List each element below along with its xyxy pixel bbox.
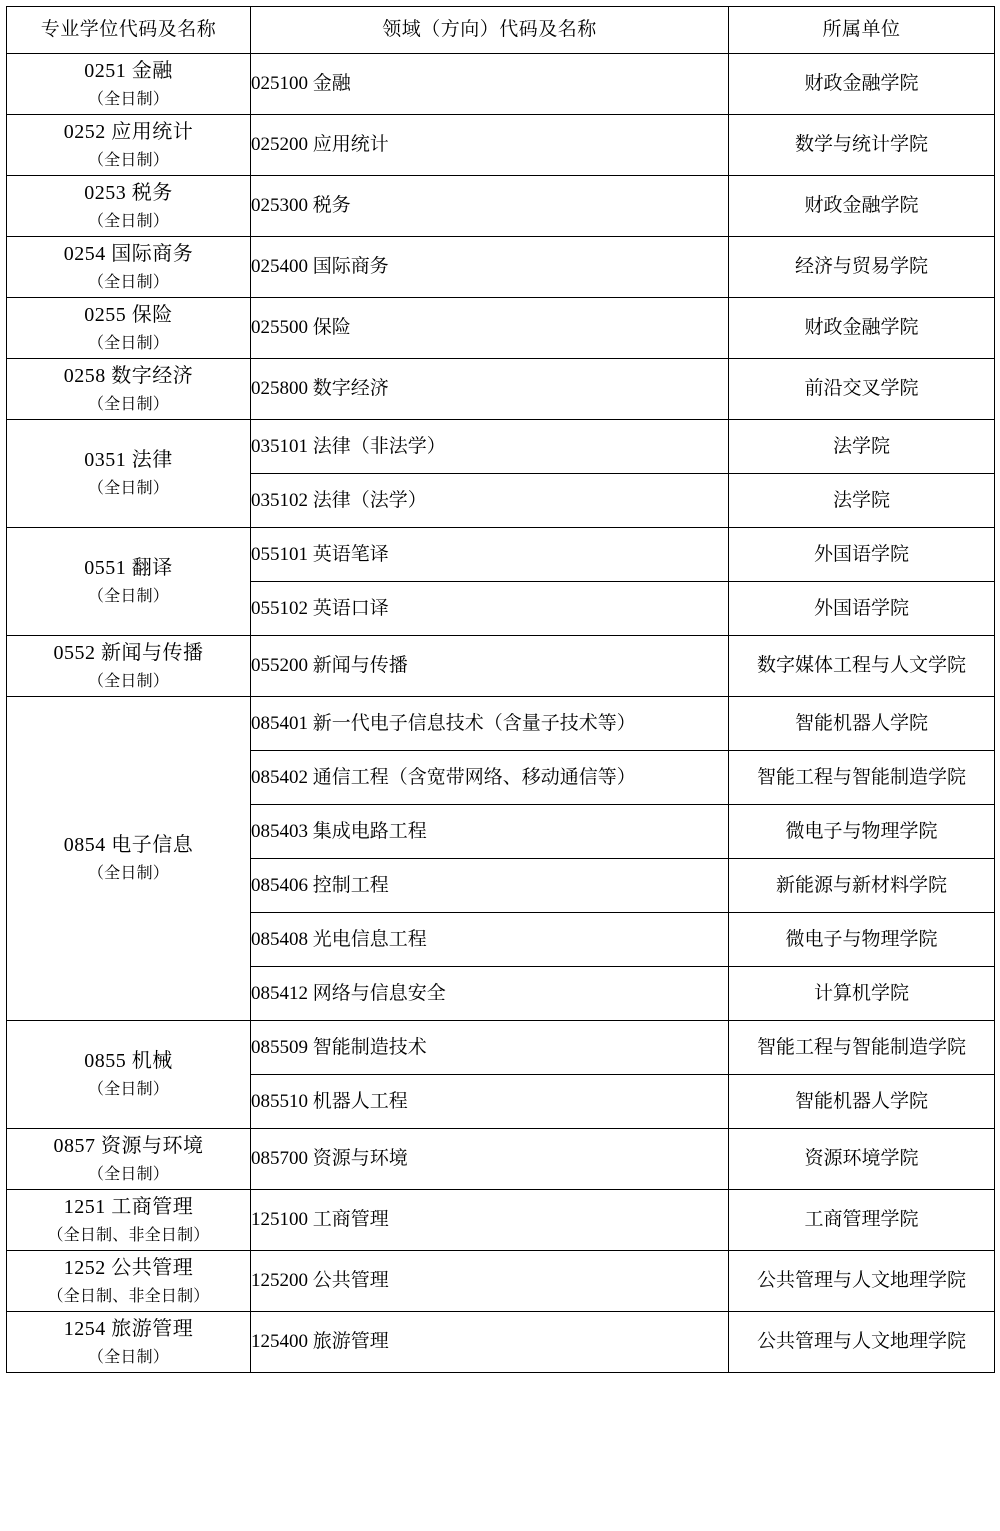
degree-name: 0855 机械 <box>84 1050 173 1073</box>
degree-study-mode: （全日制） <box>87 212 169 230</box>
table-row <box>7 176 995 237</box>
field-cell: 125100 工商管理 <box>251 1190 729 1251</box>
field-cell: 025200 应用统计 <box>251 115 729 176</box>
unit-cell: 资源环境学院 <box>729 1129 995 1190</box>
degree-cell <box>7 359 251 420</box>
column-header-degree: 专业学位代码及名称 <box>7 7 251 54</box>
field-cell: 025800 数字经济 <box>251 359 729 420</box>
table-row <box>7 420 995 474</box>
field-cell: 035102 法律（法学） <box>251 474 729 528</box>
unit-cell: 外国语学院 <box>729 582 995 636</box>
table-row <box>7 1190 995 1251</box>
table-row <box>7 359 995 420</box>
unit-cell: 法学院 <box>729 474 995 528</box>
table-row <box>7 697 995 751</box>
degree-name: 0551 翻译 <box>84 557 173 580</box>
degree-cell <box>7 528 251 636</box>
degree-study-mode: （全日制） <box>87 672 169 690</box>
field-cell: 055101 英语笔译 <box>251 528 729 582</box>
degree-name: 0252 应用统计 <box>63 120 194 143</box>
table-row <box>7 1129 995 1190</box>
degree-cell <box>7 54 251 115</box>
degree-cell <box>7 176 251 237</box>
field-cell: 085509 智能制造技术 <box>251 1021 729 1075</box>
unit-cell: 财政金融学院 <box>729 54 995 115</box>
unit-cell: 智能工程与智能制造学院 <box>729 1021 995 1075</box>
unit-cell: 外国语学院 <box>729 528 995 582</box>
unit-cell: 经济与贸易学院 <box>729 237 995 298</box>
field-cell: 055200 新闻与传播 <box>251 636 729 697</box>
unit-cell: 智能机器人学院 <box>729 1075 995 1129</box>
degree-study-mode: （全日制） <box>87 90 169 108</box>
degree-study-mode: （全日制） <box>87 588 169 606</box>
field-cell: 085401 新一代电子信息技术（含量子技术等） <box>251 697 729 751</box>
unit-cell: 前沿交叉学院 <box>729 359 995 420</box>
degree-study-mode: （全日制） <box>87 1348 169 1366</box>
degree-cell <box>7 697 251 1021</box>
field-cell: 085406 控制工程 <box>251 859 729 913</box>
field-cell: 085700 资源与环境 <box>251 1129 729 1190</box>
unit-cell: 公共管理与人文地理学院 <box>729 1251 995 1312</box>
field-cell: 025500 保险 <box>251 298 729 359</box>
table-body <box>7 54 995 1373</box>
unit-cell: 微电子与物理学院 <box>729 913 995 967</box>
degree-name: 1252 公共管理 <box>63 1256 194 1279</box>
table-row <box>7 636 995 697</box>
degree-name: 0857 资源与环境 <box>53 1134 204 1157</box>
unit-cell: 智能机器人学院 <box>729 697 995 751</box>
table-row <box>7 237 995 298</box>
field-cell: 085402 通信工程（含宽带网络、移动通信等） <box>251 751 729 805</box>
degree-study-mode: （全日制） <box>87 334 169 352</box>
degree-cell <box>7 420 251 528</box>
degree-cell <box>7 1021 251 1129</box>
field-cell: 035101 法律（非法学） <box>251 420 729 474</box>
unit-cell: 工商管理学院 <box>729 1190 995 1251</box>
table-row <box>7 1251 995 1312</box>
degree-cell <box>7 237 251 298</box>
unit-cell: 数字媒体工程与人文学院 <box>729 636 995 697</box>
unit-cell: 公共管理与人文地理学院 <box>729 1312 995 1373</box>
degree-name: 0351 法律 <box>84 449 173 472</box>
unit-cell: 智能工程与智能制造学院 <box>729 751 995 805</box>
degree-cell <box>7 115 251 176</box>
table-row <box>7 298 995 359</box>
degree-study-mode: （全日制） <box>87 1165 169 1183</box>
field-cell: 125200 公共管理 <box>251 1251 729 1312</box>
degree-study-mode: （全日制） <box>87 273 169 291</box>
field-cell: 125400 旅游管理 <box>251 1312 729 1373</box>
degree-cell <box>7 1251 251 1312</box>
column-header-field: 领域（方向）代码及名称 <box>251 7 729 54</box>
degree-name: 0254 国际商务 <box>63 242 194 265</box>
degree-name: 0251 金融 <box>84 59 173 82</box>
degree-study-mode: （全日制） <box>87 1081 169 1099</box>
degree-study-mode: （全日制、非全日制） <box>47 1226 210 1244</box>
unit-cell: 财政金融学院 <box>729 298 995 359</box>
field-cell: 085403 集成电路工程 <box>251 805 729 859</box>
professional-degree-table <box>6 6 995 1373</box>
degree-name: 1251 工商管理 <box>63 1195 194 1218</box>
field-cell: 085408 光电信息工程 <box>251 913 729 967</box>
degree-cell <box>7 298 251 359</box>
field-cell: 025100 金融 <box>251 54 729 115</box>
table-header-row <box>7 7 995 54</box>
degree-cell <box>7 1190 251 1251</box>
degree-name: 0552 新闻与传播 <box>53 641 204 664</box>
degree-name: 1254 旅游管理 <box>63 1317 194 1340</box>
unit-cell: 微电子与物理学院 <box>729 805 995 859</box>
table-row <box>7 528 995 582</box>
field-cell: 085510 机器人工程 <box>251 1075 729 1129</box>
column-header-unit: 所属单位 <box>729 7 995 54</box>
degree-cell <box>7 1129 251 1190</box>
degree-name: 0255 保险 <box>84 303 173 326</box>
degree-study-mode: （全日制） <box>87 865 169 883</box>
table-row <box>7 115 995 176</box>
degree-cell <box>7 636 251 697</box>
unit-cell: 财政金融学院 <box>729 176 995 237</box>
table-row <box>7 1312 995 1373</box>
field-cell: 025400 国际商务 <box>251 237 729 298</box>
degree-name: 0253 税务 <box>84 181 173 204</box>
table-header <box>7 7 995 54</box>
degree-name: 0854 电子信息 <box>63 834 194 857</box>
unit-cell: 数学与统计学院 <box>729 115 995 176</box>
degree-study-mode: （全日制） <box>87 151 169 169</box>
unit-cell: 法学院 <box>729 420 995 474</box>
degree-study-mode: （全日制） <box>87 480 169 498</box>
degree-study-mode: （全日制、非全日制） <box>47 1287 210 1305</box>
degree-name: 0258 数字经济 <box>63 364 194 387</box>
degree-study-mode: （全日制） <box>87 395 169 413</box>
degree-cell <box>7 1312 251 1373</box>
table-row <box>7 1021 995 1075</box>
field-cell: 085412 网络与信息安全 <box>251 967 729 1021</box>
unit-cell: 计算机学院 <box>729 967 995 1021</box>
table-row <box>7 54 995 115</box>
unit-cell: 新能源与新材料学院 <box>729 859 995 913</box>
field-cell: 055102 英语口译 <box>251 582 729 636</box>
field-cell: 025300 税务 <box>251 176 729 237</box>
